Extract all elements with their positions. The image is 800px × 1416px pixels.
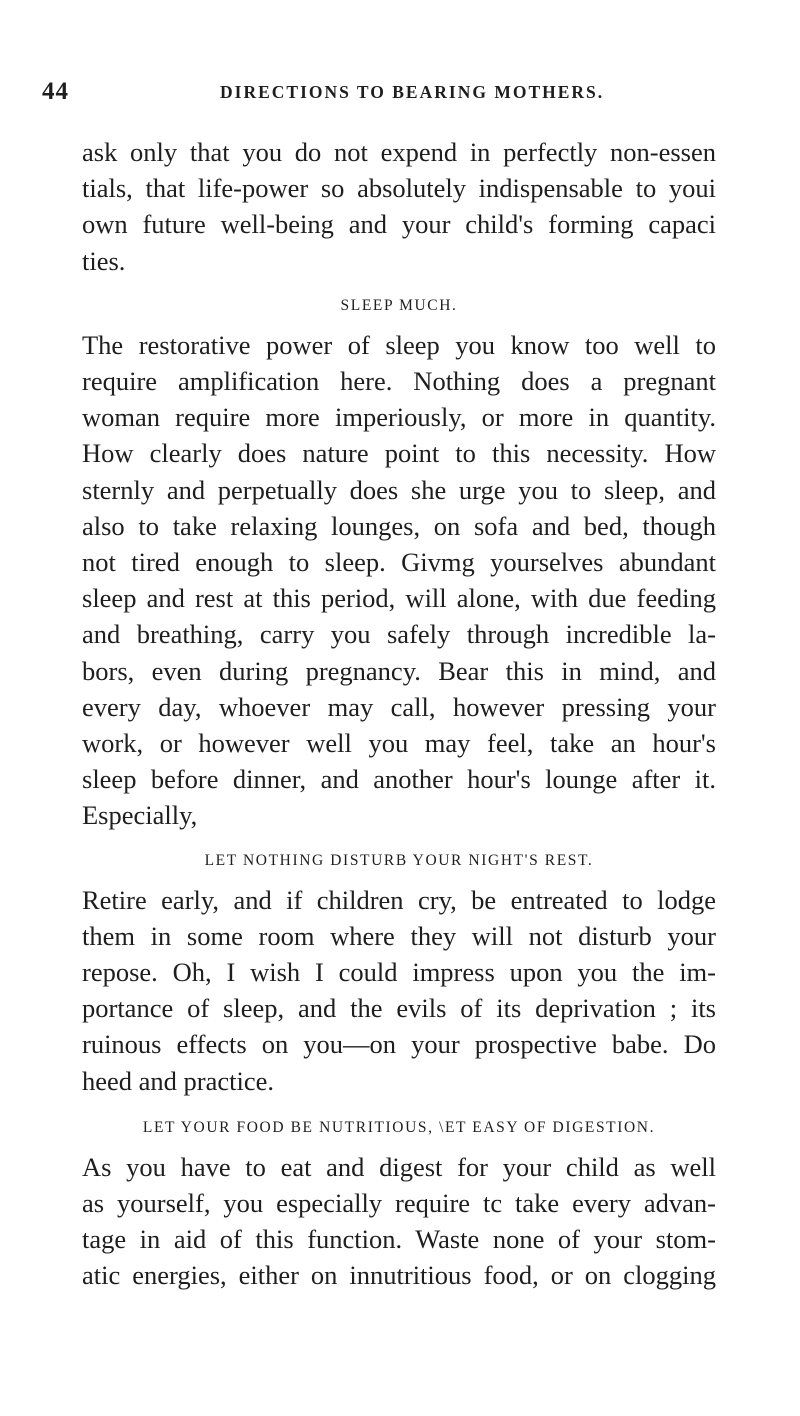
text-line: portance of sleep, and the evils of its deprivation ; its xyxy=(82,993,716,1024)
text-line: How clearly does nature point to this necessity. How xyxy=(82,438,716,469)
text-line: tials, that life-power so absolutely indispensable to youi xyxy=(82,173,716,204)
section-heading-food: LET YOUR FOOD BE NUTRITIOUS, \ET EASY OF DIGESTION. xyxy=(142,1118,656,1136)
text-line: and breathing, carry you safely through incredible la- xyxy=(82,619,716,650)
text-line: ties. xyxy=(82,245,126,276)
text-line: bors, even during pregnancy. Bear this in mind, and xyxy=(82,655,716,686)
text-line: repose. Oh, I wish I could impress upon you the im- xyxy=(82,957,716,988)
paragraph-night-rest xyxy=(82,882,716,1099)
text-line: sleep before dinner, and another hour's lounge after it. xyxy=(82,764,716,795)
running-head: DIRECTIONS TO BEARING MOTHERS. xyxy=(220,82,605,102)
text-line: every day, whoever may call, however pressing your xyxy=(82,691,716,722)
paragraph-continuation xyxy=(82,134,716,279)
page-header xyxy=(40,78,760,118)
text-line: require amplification here. Nothing does a pregnant xyxy=(82,366,716,397)
text-line: As you have to eat and digest for your child as well xyxy=(82,1151,716,1182)
section-heading-night-rest: LET NOTHING DISTURB YOUR NIGHT'S REST. xyxy=(204,851,594,869)
text-line: tage in aid of this function. Waste none of your stom- xyxy=(82,1224,716,1255)
text-line: them in some room where they will not disturb your xyxy=(82,920,716,951)
text-line: The restorative power of sleep you know too well to xyxy=(82,329,716,360)
page-number: 44 xyxy=(42,78,69,105)
text-line: Retire early, and if children cry, be entreated to lodge xyxy=(82,884,716,915)
page-body xyxy=(82,134,716,1294)
text-line: sleep and rest at this period, will alone, with due feeding xyxy=(82,583,716,614)
text-line: work, or however well you may feel, take an hour's xyxy=(82,728,716,759)
text-line: sternly and perpetually does she urge you to sleep, and xyxy=(82,474,716,505)
text-line: woman require more imperiously, or more in quantity. xyxy=(82,402,716,433)
paragraph-sleep xyxy=(82,327,716,834)
paragraph-food xyxy=(82,1149,716,1294)
text-line: heed and practice. xyxy=(82,1065,275,1096)
text-line: as yourself, you especially require tc take every advan- xyxy=(82,1188,716,1219)
text-line: Especially, xyxy=(82,800,198,831)
section-heading-sleep: SLEEP MUCH. xyxy=(340,296,458,314)
text-line: atic energies, either on innutritious food, or on clogging xyxy=(82,1260,716,1291)
text-line: also to take relaxing lounges, on sofa and bed, though xyxy=(82,510,716,541)
text-line: own future well-being and your child's forming capaci xyxy=(82,209,716,240)
text-line: ruinous effects on you—on your prospective babe. Do xyxy=(82,1029,716,1060)
text-line: not tired enough to sleep. Givmg yourselves abundant xyxy=(82,547,716,578)
text-line: ask only that you do not expend in perfectly non-essen xyxy=(82,137,716,167)
